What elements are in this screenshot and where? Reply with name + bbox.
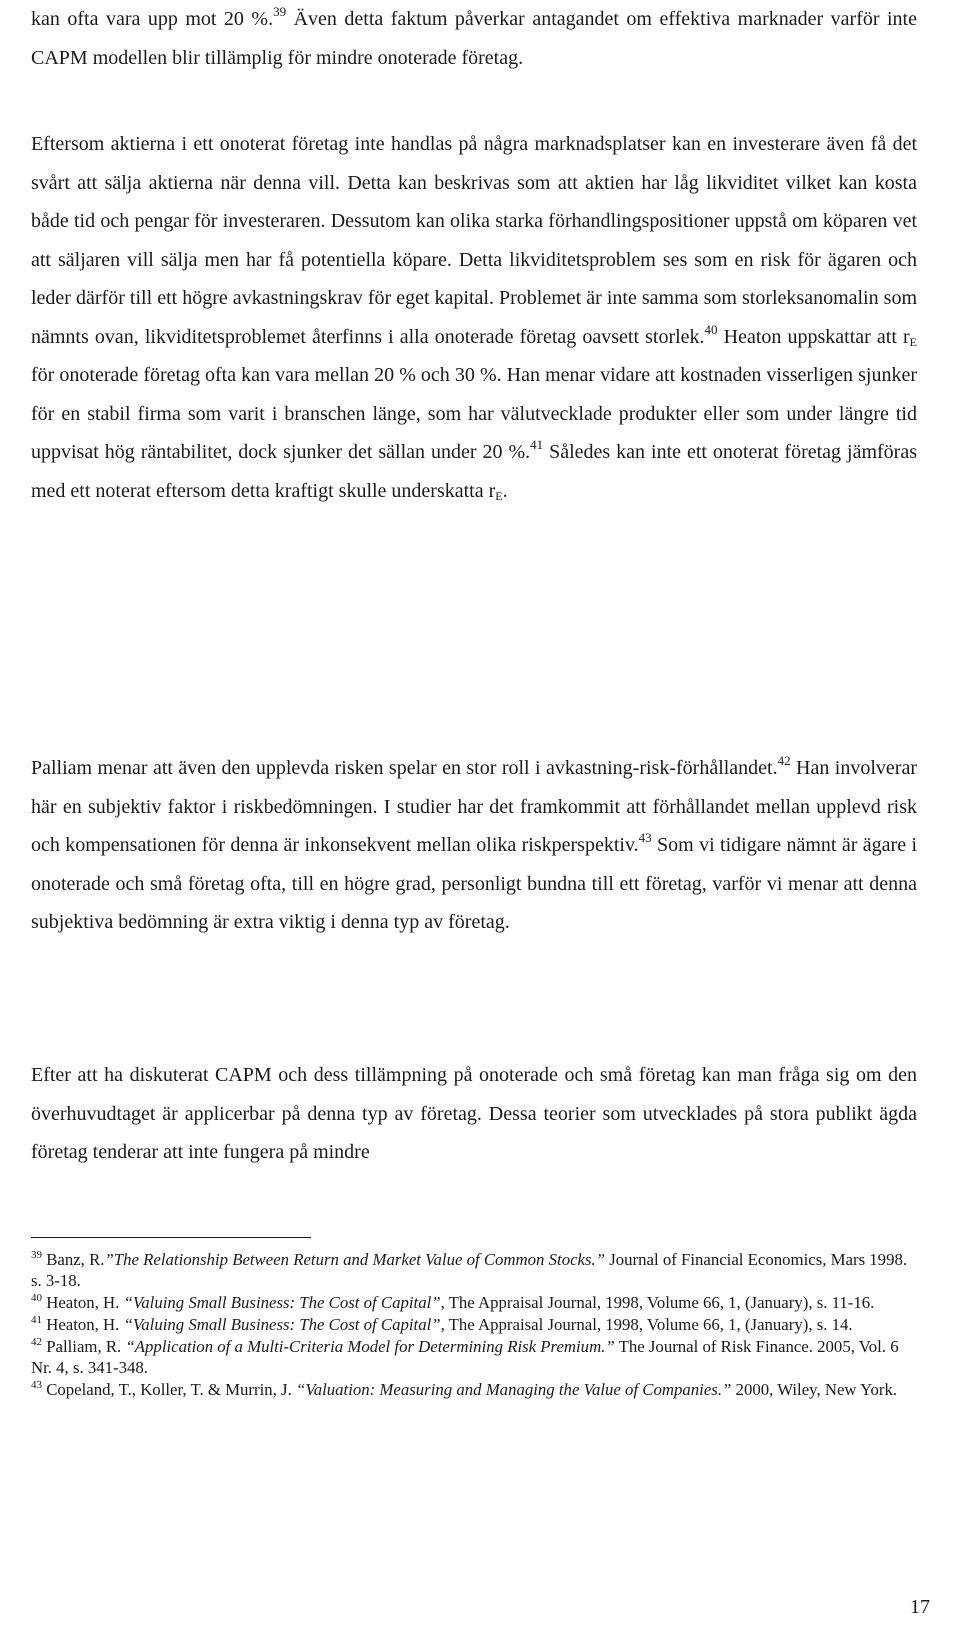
footnote-text [42,1293,874,1312]
italic-title: “Valuation: Measuring and Managing the Value of Companies.” [295,1380,732,1399]
footnote-text [42,1380,897,1399]
text-run: . [502,479,508,502]
text-run: Palliam menar att även den upplevda risken spelar en stor roll i avkastning-risk-förhållandet. [31,757,778,779]
subscript: E [495,488,503,503]
text-run: , The Appraisal Journal, 1998, Volume 66, 1, (January), s. 11-16. [440,1293,875,1312]
footnote-text [42,1315,853,1334]
text-run: , The Appraisal Journal, 1998, Volume 66, 1, (January), s. 14. [440,1315,853,1334]
footnote-ref: 40 [704,321,718,337]
footnote-number: 40 [31,1292,42,1304]
body-paragraph-3 [31,749,917,942]
text-run: Som vi tidigare nämnt är ägare i onoterade och små företag ofta, till en högre grad, personligt bundna till ett företag, varför vi menar att denna subjektiva bedömning är extra viktig i denna typ av företag. [31,834,917,933]
footnote-number: 43 [31,1379,42,1391]
footnotes [31,1249,917,1401]
footnote-40 [31,1292,917,1313]
footnote-number: 41 [31,1314,42,1326]
text-run: kan ofta vara upp mot 20 %. [31,8,274,30]
page-number: 17 [910,1596,930,1618]
footnote-number: 42 [31,1336,42,1348]
italic-title: “Valuing Small Business: The Cost of Capital” [123,1293,441,1312]
text-run: Banz, R. [42,1250,105,1269]
text-run: The Journal of Risk Finance. 2005, Vol. 6 Nr. 4, s. 341-348. [31,1337,899,1377]
footnote-ref: 43 [638,830,652,845]
subscript: E [909,334,917,349]
text-run: 2000, Wiley, New York. [731,1380,898,1399]
footnote-ref: 41 [530,437,544,452]
footnote-39 [31,1249,917,1291]
text-run: Således kan inte ett onoterat företag jämföras med ett noterat eftersom detta kraftigt skulle underskatta r [31,441,917,502]
text-run: Copeland, T., Koller, T. & Murrin, J. [42,1380,296,1399]
body-paragraph-1 [31,0,917,77]
footnote-number: 39 [31,1249,42,1261]
text-run: Heaton, H. [42,1293,124,1312]
text-run: Eftersom aktierna i ett onoterat företag inte handlas på några marknadsplatser kan en investerare även få det svårt att sälja aktierna när denna vill. Detta kan beskrivas som att aktien har låg likviditet vilket kan kosta både tid och pengar för investeraren. Dessutom kan olika starka förhandlingspositioner uppstå om köparen vet att säljaren vill sälja men har få potentiella köpare. Detta likviditetsproblem ses som en risk för ägaren och leder därför till ett högre avkastningskrav för eget kapital. Problemet är inte samma som storleksanomalin som nämnts ovan, likviditetsproblemet återfinns i alla onoterade företag oavsett storlek. [31,133,917,348]
text-run: för onoterade företag ofta kan vara mellan 20 % och 30 %. Han menar vidare att kostnaden visserligen sjunker för en stabil firma som varit i branschen länge, som har välutvecklade produkter eller som under längre tid uppvisat hög räntabilitet, dock sjunker det sällan under 20 %. [31,364,917,463]
text-run: Heaton, H. [42,1315,124,1334]
text-run: Han involverar här en subjektiv faktor i riskbedömningen. I studier har det framkommit att förhållandet mellan upplevd risk och kompensationen för denna är inkonsekvent mellan olika riskperspektiv. [31,757,917,856]
footnote-text [31,1337,899,1377]
footnote-42 [31,1336,917,1378]
text-run: Även detta faktum påverkar antagandet om effektiva marknader varför inte CAPM modellen blir tillämplig för mindre onoterade företag. [31,8,917,69]
body-paragraph-2 [31,125,917,510]
text-run: Heaton uppskattar att r [717,325,910,348]
text-run: Efter att ha diskuterat CAPM och dess tillämpning på onoterade och små företag kan man fråga sig om den överhuvudtaget är applicerbar på denna typ av företag. Dessa teorier som utvecklades på stora publikt ägda företag tenderar att inte fungera på mindre [31,1064,917,1163]
footnote-text [31,1250,907,1290]
footnote-ref: 42 [777,753,791,768]
text-run: Palliam, R. [42,1337,126,1356]
italic-title: ”The Relationship Between Return and Market Value of Common Stocks.” [104,1250,606,1269]
italic-title: “Application of a Multi-Criteria Model for Determining Risk Premium.” [125,1337,615,1356]
footnote-separator [31,1237,311,1238]
footnote-43 [31,1379,917,1400]
footnote-ref: 39 [273,4,287,19]
footnote-41 [31,1314,917,1335]
italic-title: “Valuing Small Business: The Cost of Capital” [123,1315,441,1334]
text-run: Journal of Financial Economics, Mars 1998. s. 3-18. [31,1250,908,1290]
body-paragraph-4 [31,1056,917,1172]
